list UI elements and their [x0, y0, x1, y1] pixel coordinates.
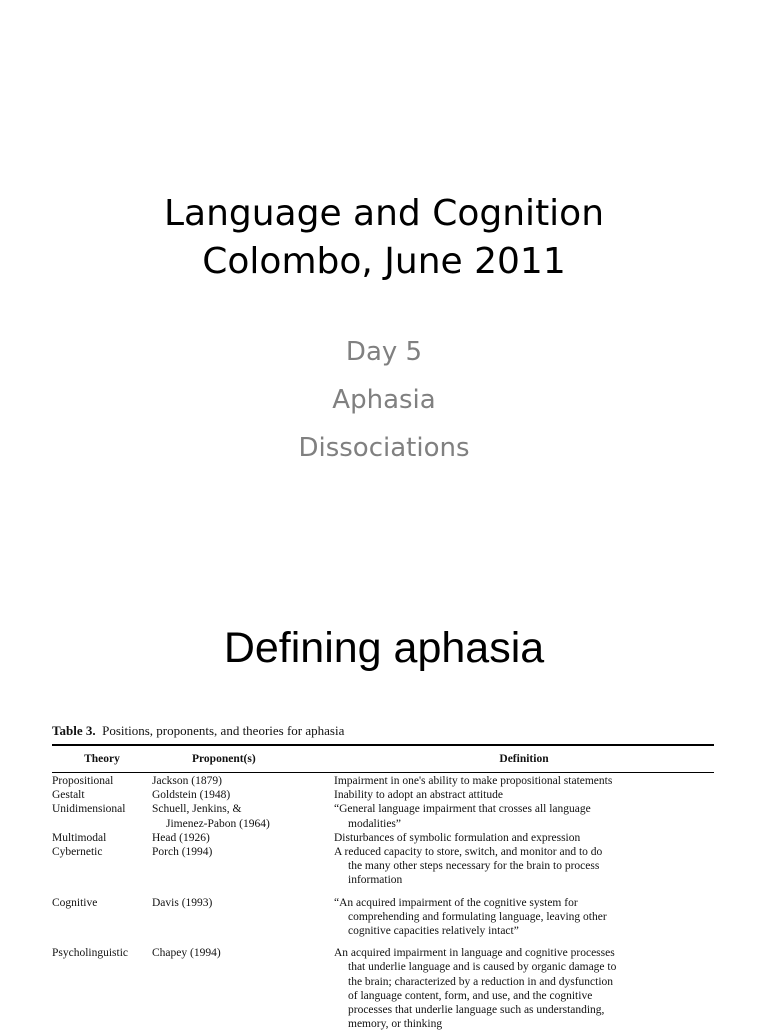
- subtitle-aphasia: Aphasia: [332, 385, 436, 415]
- cell-proponent-line: Jimenez-Pabon (1964): [166, 817, 270, 830]
- cell-definition: [334, 845, 714, 888]
- cell-proponent: [152, 845, 334, 888]
- table-row: [52, 788, 714, 802]
- subtitle-dissociations: Dissociations: [298, 433, 470, 463]
- table-row: [52, 845, 714, 888]
- cell-proponent-line: Schuell, Jenkins, &: [152, 803, 242, 816]
- table-header-row: [52, 746, 714, 772]
- table-caption-text: Positions, proponents, and theories for aphasia: [102, 723, 345, 738]
- cell-proponent-line: Davis (1993): [152, 896, 213, 909]
- header-definition: Definition: [499, 753, 549, 765]
- cell-proponent-line: Jackson (1879): [152, 775, 222, 787]
- header-theory: Theory: [84, 753, 120, 765]
- cell-theory: Psycholinguistic: [52, 947, 129, 960]
- cell-theory: Multimodal: [52, 831, 107, 844]
- cell-proponent: [152, 946, 334, 1031]
- cell-definition-line: that underlie language and is caused by organic damage to: [348, 961, 617, 974]
- cell-theory: Cybernetic: [52, 846, 103, 859]
- cell-theory: Propositional: [52, 775, 114, 787]
- table-caption: [52, 722, 714, 740]
- slide-title-line-1: Language and Cognition: [163, 193, 605, 234]
- cell-proponent: [152, 774, 334, 788]
- cell-definition-line: information: [348, 874, 403, 887]
- cell-definition-line: of language content, form, and use, and the cognitive: [348, 989, 593, 1002]
- cell-proponent-line: Porch (1994): [152, 846, 213, 859]
- aphasia-table: [52, 722, 714, 1031]
- cell-definition-line: Impairment in one's ability to make propositional statements: [334, 775, 613, 787]
- header-proponents: Proponent(s): [192, 753, 256, 765]
- cell-definition-line: memory, or thinking: [348, 1018, 443, 1031]
- cell-definition: [334, 802, 714, 830]
- slide-title-line-2: Colombo, June 2011: [202, 241, 566, 282]
- cell-theory: Unidimensional: [52, 803, 126, 816]
- table-body: [52, 773, 714, 1031]
- cell-proponent: [152, 788, 334, 802]
- cell-definition: [334, 896, 714, 939]
- table-row: [52, 774, 714, 788]
- cell-proponent: [152, 896, 334, 939]
- cell-definition-line: cognitive capacities relatively intact”: [348, 925, 519, 938]
- subtitle-day: Day 5: [345, 337, 423, 367]
- cell-definition-line: comprehending and formulating language, leaving other: [348, 910, 607, 923]
- cell-definition: [334, 788, 714, 802]
- slide-title: [0, 190, 768, 286]
- cell-definition-line: Disturbances of symbolic formulation and expression: [334, 831, 581, 844]
- table-row: [52, 831, 714, 845]
- cell-definition: [334, 831, 714, 845]
- cell-definition-line: Inability to adopt an abstract attitude: [334, 789, 503, 802]
- cell-proponent-line: Goldstein (1948): [152, 789, 231, 802]
- defining-aphasia-title: Defining aphasia: [223, 624, 545, 672]
- table-caption-label: Table 3.: [52, 723, 96, 738]
- cell-proponent-line: Head (1926): [152, 831, 210, 844]
- cell-proponent: [152, 802, 334, 830]
- cell-definition-line: modalities”: [348, 817, 402, 830]
- cell-definition-line: processes that underlie language such as understanding,: [348, 1004, 605, 1017]
- cell-proponent: [152, 831, 334, 845]
- table-row: [52, 896, 714, 939]
- table-row: [52, 946, 714, 1031]
- cell-definition: [334, 774, 714, 788]
- cell-theory: Cognitive: [52, 896, 98, 909]
- cell-definition-line: “An acquired impairment of the cognitive system for: [334, 896, 578, 909]
- cell-proponent-line: Chapey (1994): [152, 947, 221, 960]
- cell-definition-line: the brain; characterized by a reduction in and dysfunction: [348, 975, 614, 988]
- cell-definition-line: “General language impairment that crosses all language: [334, 803, 591, 816]
- cell-definition: [334, 946, 714, 1031]
- table-row: [52, 802, 714, 830]
- cell-theory: Gestalt: [52, 789, 85, 802]
- cell-definition-line: A reduced capacity to store, switch, and monitor and to do: [334, 846, 603, 859]
- cell-definition-line: An acquired impairment in language and cognitive processes: [334, 947, 615, 960]
- cell-definition-line: the many other steps necessary for the brain to process: [348, 860, 600, 873]
